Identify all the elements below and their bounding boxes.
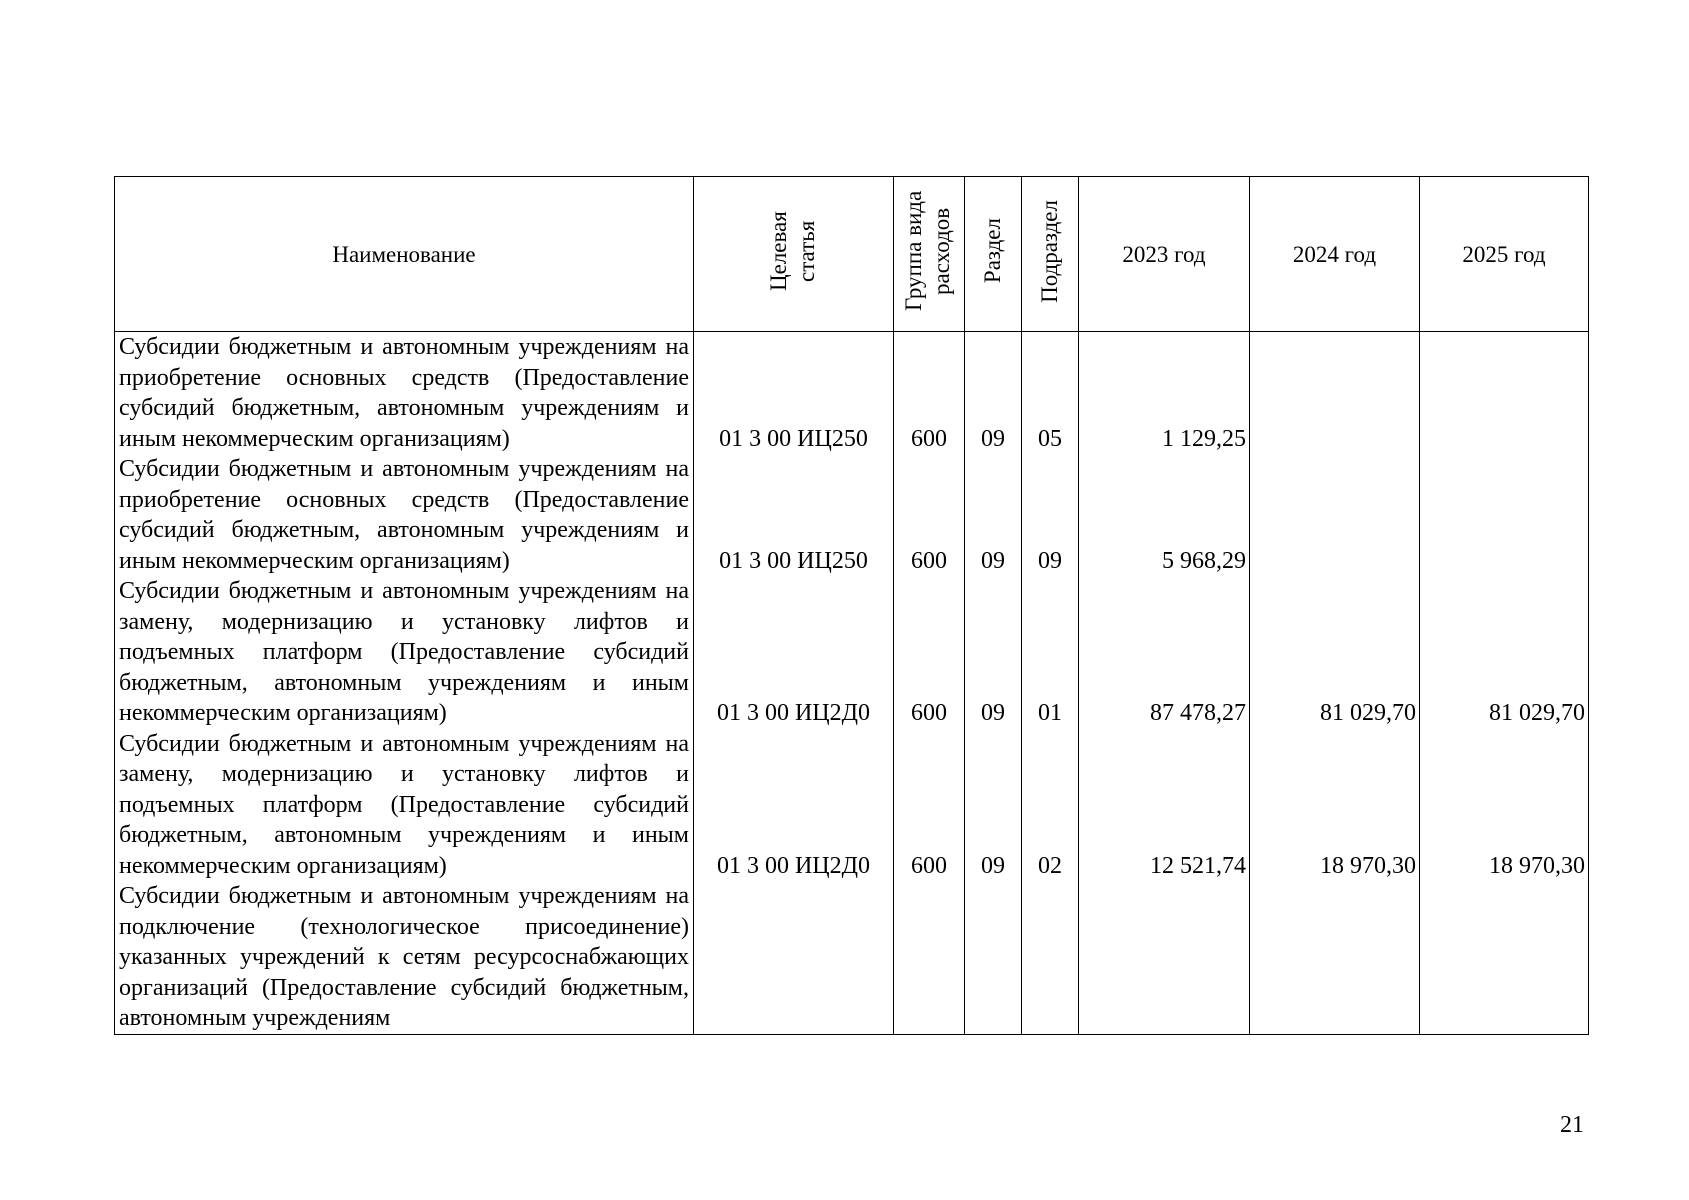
- row-2024: [1250, 881, 1420, 1034]
- row-subsection: 02: [1022, 729, 1079, 882]
- table-row: [115, 332, 1589, 455]
- row-group: 600: [894, 454, 965, 576]
- row-2024: 18 970,30: [1250, 729, 1420, 882]
- row-2025: [1420, 332, 1589, 455]
- row-name: Субсидии бюджетным и автономным учреждениям на приобретение основных средств (Предоставление субсидий бюджетным, автономным учреждениям и иным некоммерческим организациям): [115, 332, 694, 455]
- row-2025: 81 029,70: [1420, 576, 1589, 729]
- table-row: [115, 454, 1589, 576]
- row-target: [694, 881, 894, 1034]
- row-subsection: 05: [1022, 332, 1079, 455]
- row-group: 600: [894, 729, 965, 882]
- table-row: [115, 881, 1589, 1034]
- row-2025: [1420, 454, 1589, 576]
- row-name: Субсидии бюджетным и автономным учреждениям на замену, модернизацию и установку лифтов и подъемных платформ (Предоставление субсидий бюджетным, автономным учреждениям и иным некоммерческим организациям): [115, 729, 694, 882]
- row-section: 09: [965, 729, 1022, 882]
- header-group: Группа вида расходов: [894, 177, 965, 332]
- row-2023: 5 968,29: [1079, 454, 1250, 576]
- row-name: Субсидии бюджетным и автономным учреждениям на подключение (технологическое присоединение) указанных учреждений к сетям ресурсоснабжающих организаций (Предоставление субсидий бюджетным, автономным учреждениям: [115, 881, 694, 1034]
- row-subsection: 01: [1022, 576, 1079, 729]
- row-2023: 87 478,27: [1079, 576, 1250, 729]
- row-section: 09: [965, 576, 1022, 729]
- row-2023: [1079, 881, 1250, 1034]
- row-2024: 81 029,70: [1250, 576, 1420, 729]
- row-target: 01 3 00 ИЦ250: [694, 332, 894, 455]
- row-2024: [1250, 332, 1420, 455]
- header-name: Наименование: [115, 177, 694, 332]
- row-2025: 18 970,30: [1420, 729, 1589, 882]
- row-2023: 12 521,74: [1079, 729, 1250, 882]
- row-subsection: 09: [1022, 454, 1079, 576]
- row-target: 01 3 00 ИЦ2Д0: [694, 729, 894, 882]
- header-row: [115, 177, 1589, 332]
- row-section: 09: [965, 454, 1022, 576]
- header-subsection: Подраздел: [1022, 177, 1079, 332]
- header-2024: 2024 год: [1250, 177, 1420, 332]
- table-row: [115, 729, 1589, 882]
- row-target: 01 3 00 ИЦ2Д0: [694, 576, 894, 729]
- row-2023: 1 129,25: [1079, 332, 1250, 455]
- row-2025: [1420, 881, 1589, 1034]
- header-target: Целевая статья: [694, 177, 894, 332]
- header-section: Раздел: [965, 177, 1022, 332]
- row-name: Субсидии бюджетным и автономным учреждениям на замену, модернизацию и установку лифтов и подъемных платформ (Предоставление субсидий бюджетным, автономным учреждениям и иным некоммерческим организациям): [115, 576, 694, 729]
- row-target: 01 3 00 ИЦ250: [694, 454, 894, 576]
- header-2023: 2023 год: [1079, 177, 1250, 332]
- row-subsection: [1022, 881, 1079, 1034]
- row-group: 600: [894, 576, 965, 729]
- row-2024: [1250, 454, 1420, 576]
- row-section: 09: [965, 332, 1022, 455]
- row-group: [894, 881, 965, 1034]
- row-name: Субсидии бюджетным и автономным учреждениям на приобретение основных средств (Предоставление субсидий бюджетным, автономным учреждениям и иным некоммерческим организациям): [115, 454, 694, 576]
- row-group: 600: [894, 332, 965, 455]
- row-section: [965, 881, 1022, 1034]
- page-number: 21: [1560, 1112, 1584, 1138]
- table-row: [115, 576, 1589, 729]
- header-2025: 2025 год: [1420, 177, 1589, 332]
- budget-table: [114, 176, 1589, 1035]
